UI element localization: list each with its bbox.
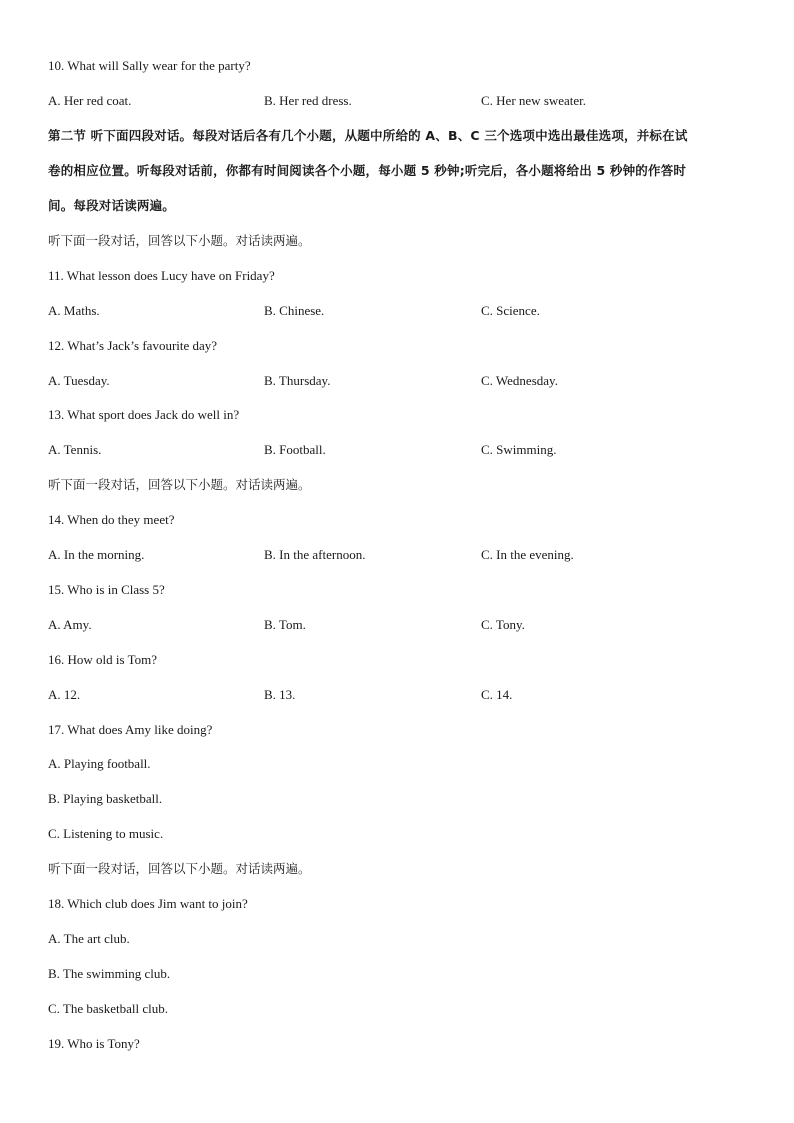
listening-instruction-3: 听下面一段对话，回答以下小题。对话读两遍。 [48, 861, 311, 876]
option-14b: B. In the afternoon. [264, 547, 366, 562]
option-18c: C. The basketball club. [48, 1001, 168, 1016]
option-12c: C. Wednesday. [481, 373, 558, 388]
section-heading-line-3: 间。每段对话读两遍。 [48, 198, 176, 213]
option-12a: A. Tuesday. [48, 373, 110, 388]
option-11b: B. Chinese. [264, 303, 325, 318]
option-18b: B. The swimming club. [48, 966, 171, 981]
section-heading-line-2: 卷的相应位置。听每段对话前，你都有时间阅读各个小题，每小题 5 秒钟;听完后，各小题将给出 5 秒钟的作答时 [48, 163, 687, 178]
option-14a: A. In the morning. [48, 547, 145, 562]
option-17b: B. Playing basketball. [48, 791, 163, 806]
option-13b: B. Football. [264, 442, 326, 457]
option-17a: A. Playing football. [48, 756, 151, 771]
question-15: 15. Who is in Class 5? [48, 582, 165, 597]
option-14c: C. In the evening. [481, 547, 574, 562]
option-10b: B. Her red dress. [264, 93, 352, 108]
option-16a: A. 12. [48, 687, 81, 702]
option-16b: B. 13. [264, 687, 296, 702]
question-18: 18. Which club does Jim want to join? [48, 896, 248, 911]
option-16c: C. 14. [481, 687, 513, 702]
section-heading-line-1: 第二节 听下面四段对话。每段对话后各有几个小题，从题中所给的 A、B、C 三个选项中选出最佳选项，并标在试 [48, 128, 688, 143]
option-10c: C. Her new sweater. [481, 93, 587, 108]
question-11: 11. What lesson does Lucy have on Friday? [48, 268, 275, 283]
question-14: 14. When do they meet? [48, 512, 175, 527]
option-15b: B. Tom. [264, 617, 306, 632]
question-16: 16. How old is Tom? [48, 652, 157, 667]
option-18a: A. The art club. [48, 931, 130, 946]
option-13a: A. Tennis. [48, 442, 102, 457]
question-17: 17. What does Amy like doing? [48, 722, 213, 737]
option-10a: A. Her red coat. [48, 93, 132, 108]
question-10: 10. What will Sally wear for the party? [48, 58, 251, 73]
option-15a: A. Amy. [48, 617, 92, 632]
option-17c: C. Listening to music. [48, 826, 164, 841]
option-15c: C. Tony. [481, 617, 525, 632]
question-19: 19. Who is Tony? [48, 1036, 140, 1051]
option-11c: C. Science. [481, 303, 540, 318]
listening-instruction-2: 听下面一段对话，回答以下小题。对话读两遍。 [48, 477, 311, 492]
question-13: 13. What sport does Jack do well in? [48, 407, 240, 422]
option-12b: B. Thursday. [264, 373, 331, 388]
option-11a: A. Maths. [48, 303, 100, 318]
option-13c: C. Swimming. [481, 442, 557, 457]
listening-instruction-1: 听下面一段对话，回答以下小题。对话读两遍。 [48, 233, 311, 248]
question-12: 12. What’s Jack’s favourite day? [48, 338, 218, 353]
